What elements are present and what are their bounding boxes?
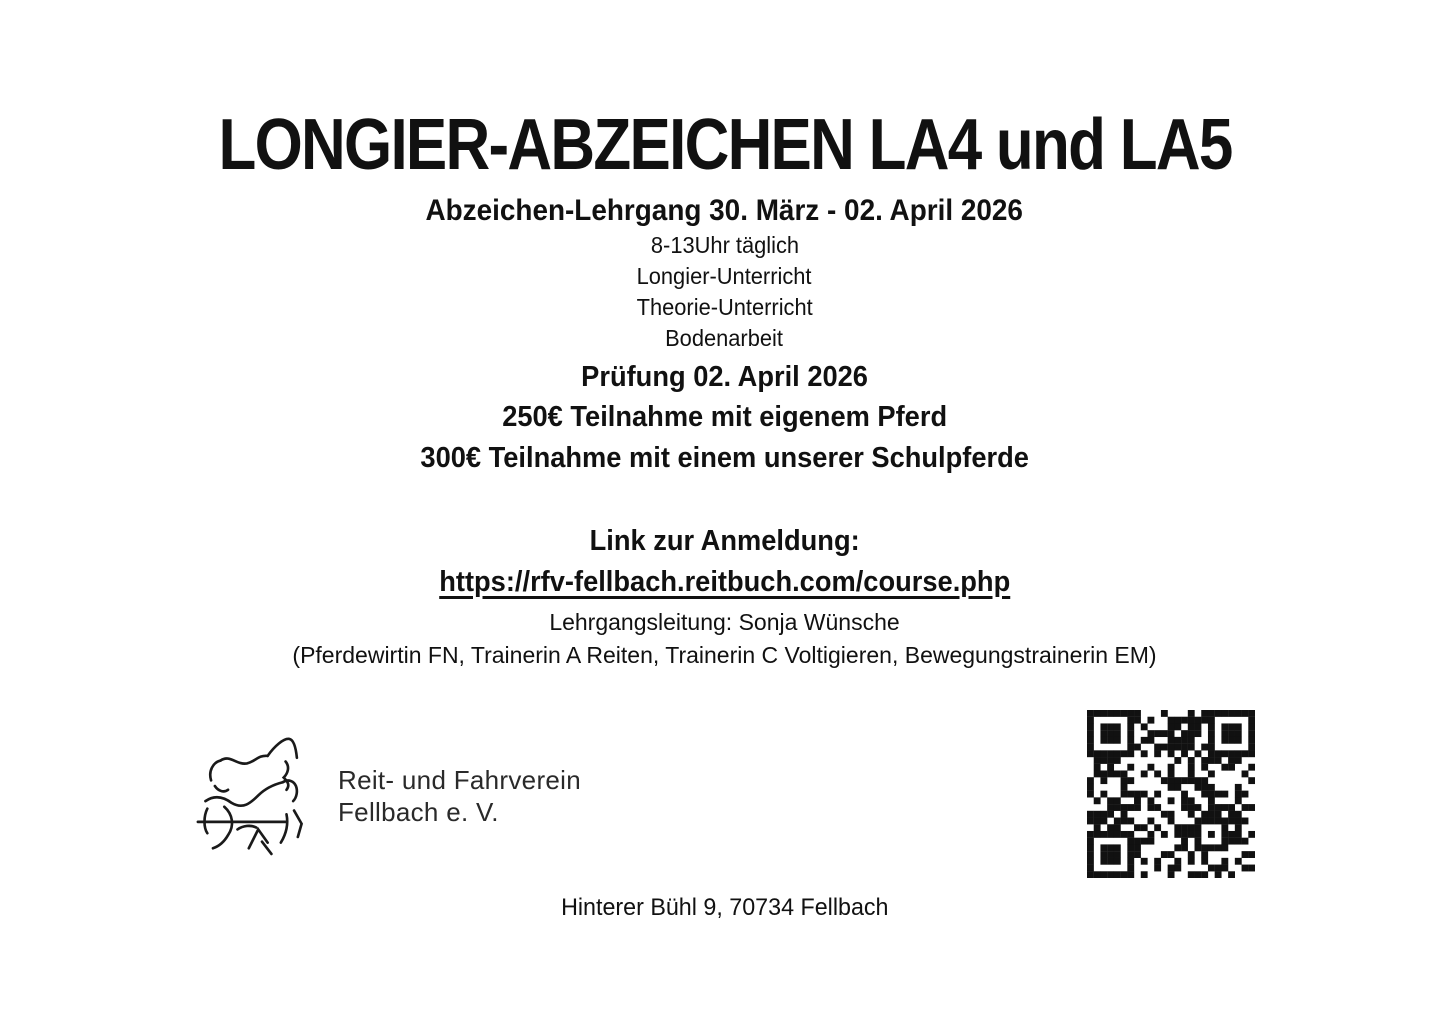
club-name: [338, 764, 581, 828]
schedule-line-hours: 8-13Uhr täglich: [650, 232, 799, 258]
course-leader-line: Lehrgangsleitung: Sonja Wünsche: [549, 609, 900, 635]
price-line-school-horse: 300€ Teilnahme mit einem unserer Schulpferde: [420, 442, 1029, 474]
exam-date-line: Prüfung 02. April 2026: [581, 361, 868, 393]
club-name-line2: Fellbach e. V.: [338, 797, 499, 827]
registration-link[interactable]: https://rfv-fellbach.reitbuch.com/course.php: [438, 566, 1011, 598]
registration-label: Link zur Anmeldung:: [589, 525, 860, 557]
price-line-own-horse: 250€ Teilnahme mit eigenem Pferd: [502, 401, 947, 433]
schedule-line-theorie: Theorie-Unterricht: [636, 294, 813, 320]
schedule-line-bodenarbeit: Bodenarbeit: [665, 325, 784, 351]
schedule-line-longier: Longier-Unterricht: [637, 263, 812, 289]
club-name-line1: Reit- und Fahrverein: [338, 765, 581, 795]
page-title: LONGIER-ABZEICHEN LA4 und LA5: [217, 105, 1232, 185]
address-line: Hinterer Bühl 9, 70734 Fellbach: [560, 894, 889, 921]
course-subtitle: Abzeichen-Lehrgang 30. März - 02. April 2026: [425, 194, 1024, 227]
horse-line-art-logo-icon: [196, 726, 328, 864]
registration-url: [0, 561, 1449, 603]
leader-qualifications-line: (Pferdewirtin FN, Trainerin A Reiten, Trainerin C Voltigieren, Bewegungstrainerin EM): [292, 642, 1157, 668]
qr-code-icon: [1087, 710, 1255, 878]
